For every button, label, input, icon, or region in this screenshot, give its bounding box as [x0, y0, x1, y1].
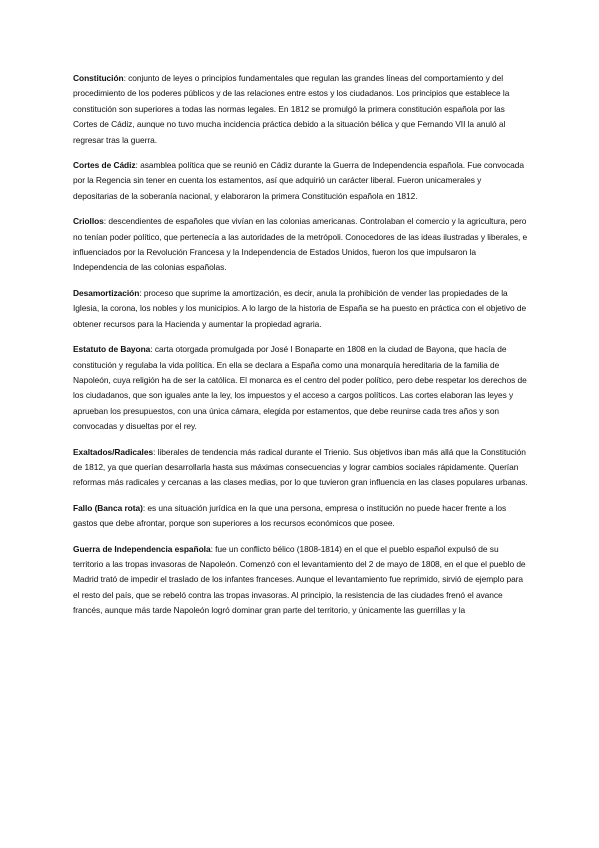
glossary-entry-estatuto-de-bayona	[73, 342, 528, 434]
entry-text: : proceso que suprime la amortización, es decir, anula la prohibición de vender las propiedades de la Iglesia, la corona, los nobles y los municipios. A lo largo de la historia de España se ha puesto en práctica con el objetivo de obtener recursos para la Hacienda y aumentar la propiedad agraria.	[73, 287, 527, 329]
entry-term: Fallo (Banca rota)	[73, 502, 143, 513]
glossary-entry-exaltados-radicales	[73, 445, 528, 491]
entry-text: : liberales de tendencia más radical durante el Trienio. Sus objetivos iban más allá que la Constitución de 1812, ya que querían desarrollarla hasta sus máximas consecuencias y lograr cambios sociales rápidamente. Querían reformas más radicales y cercanas a las clases medias, por lo que tuvieron gran influencia en las clases populares urbanas.	[73, 446, 528, 488]
glossary-entry-constitucion	[73, 71, 528, 148]
glossary-entry-cortes-de-cadiz	[73, 158, 528, 204]
glossary-content	[73, 71, 528, 629]
entry-text: : conjunto de leyes o principios fundamentales que regulan las grandes líneas del comportamiento y del procedimiento de los poderes públicos y de las relaciones entre estos y los ciudadanos. Los principios que establece la constitución son superiores a todas las normas legales. En 1812 se promulgó la primera constitución española por las Cortes de Cádiz, aunque no tuvo mucha incidencia práctica debido a la situación bélica y que Fernando VII la anuló al regresar tras la guerra.	[73, 73, 510, 145]
entry-text: : asamblea política que se reunió en Cádiz durante la Guerra de Independencia española. Fue convocada por la Regencia sin tener en cuenta los estamentos, así que adquirió un carácter liberal. Fueron unicamerales y depositarias de la soberanía nacional, y elaboraron la primera Constitución española en 1812.	[73, 160, 524, 201]
entry-text: : carta otorgada promulgada por José I Bonaparte en 1808 en la ciudad de Bayona, que hacía de constitución y regulaba la vida política. En ella se declara a España como una monarquía hereditaria de la familia de Napoleón, cuya religión ha de ser la católica. El monarca es el centro del poder político, pero debe respetar los derechos de los ciudadanos, que son iguales ante la ley, los impuestos y el acceso a cargos políticos. Las cortes elaboran las leyes y aprueban los presupuestos, con una única cámara, elegida por estamentos, que debe reunirse cada tres años y son convocadas y disueltas por el rey.	[73, 344, 527, 432]
entry-text: : descendientes de españoles que vivían en las colonias americanas. Controlaban el comercio y la agricultura, pero no tenían poder político, que pertenecía a las autoridades de la metrópoli. Conocedores de las ideas ilustradas y liberales, e influenciados por la Revolución Francesa y la Independencia de Estados Unidos, fueron los que impulsaron la Independencia de las colonias españolas.	[73, 216, 528, 273]
entry-term: Exaltados/Radicales	[73, 446, 154, 457]
entry-text: : fue un conflicto bélico (1808-1814) en el que el pueblo español expulsó de su territorio a las tropas invasoras de Napoleón. Comenzó con el levantamiento del 2 de mayo de 1808, en el que el pueblo de Madrid trató de impedir el traslado de los infantes franceses. Aunque el levantamiento fue reprimido, sirvió de ejemplo para el resto del país, que se rebeló contra las tropas invasoras. Al principio, la resistencia de las ciudades frenó el avance francés, aunque más tarde Napoleón logró dominar gran parte del territorio, y únicamente las guerrillas y la	[73, 543, 526, 616]
glossary-entry-criollos	[73, 214, 528, 276]
entry-term: Guerra de Independencia española	[73, 543, 211, 554]
glossary-entry-fallo-banca-rota	[73, 501, 528, 532]
entry-term: Estatuto de Bayona	[73, 344, 151, 355]
glossary-entry-guerra-de-independencia	[73, 542, 528, 619]
entry-term: Criollos	[73, 216, 104, 227]
glossary-entry-desamortizacion	[73, 286, 528, 332]
entry-term: Cortes de Cádiz	[73, 160, 136, 171]
entry-term: Desamortización	[73, 287, 140, 298]
entry-text: : es una situación jurídica en la que una persona, empresa o institución no puede hacer frente a los gastos que debe afrontar, porque son superiores a los recursos económicos que posee.	[73, 502, 507, 529]
entry-term: Constitución	[73, 73, 124, 83]
